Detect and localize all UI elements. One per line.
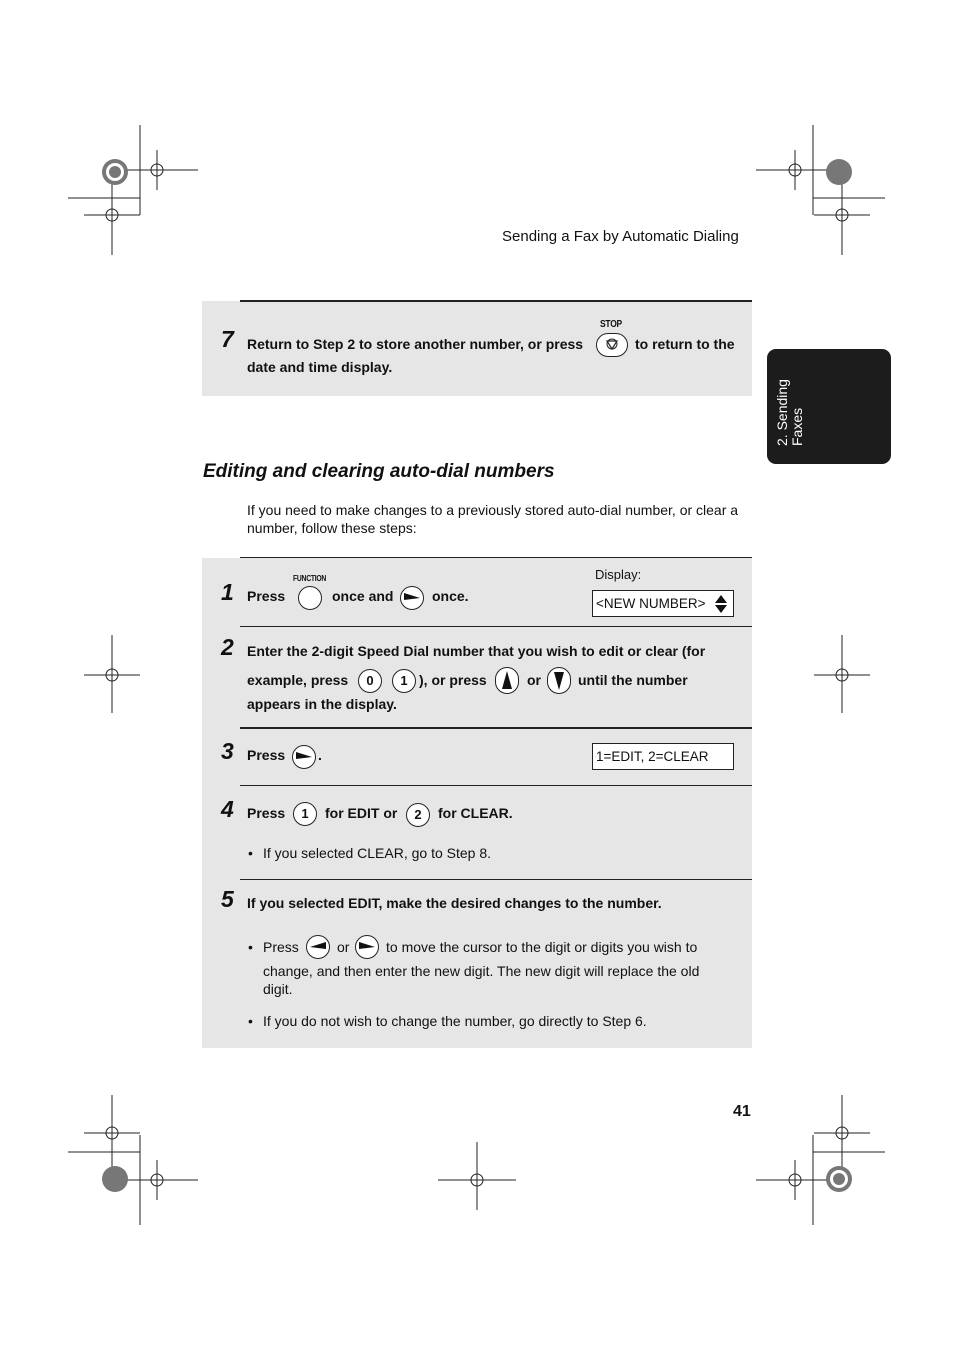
step-number: 3 bbox=[221, 738, 234, 764]
step7-text-b: to return to the bbox=[635, 336, 735, 352]
step-number: 2 bbox=[221, 634, 234, 660]
step-number: 1 bbox=[221, 579, 234, 605]
divider bbox=[240, 727, 752, 729]
lcd-text: <NEW NUMBER> bbox=[596, 596, 706, 611]
step5-line1: If you selected EDIT, make the desired changes to the number. bbox=[247, 895, 662, 911]
bullet-dot: • bbox=[248, 1013, 253, 1029]
divider bbox=[240, 300, 752, 302]
divider bbox=[240, 879, 752, 880]
step4-for-edit: for EDIT or bbox=[325, 805, 398, 821]
down-arrow-key-icon bbox=[547, 667, 571, 694]
lcd-display bbox=[592, 590, 734, 617]
step2-line2a: example, press bbox=[247, 672, 349, 688]
step2-line2d: until the number bbox=[578, 672, 688, 688]
stop-key-icon bbox=[596, 333, 628, 357]
right-arrow-key-icon bbox=[400, 586, 424, 610]
display-label: Display: bbox=[595, 567, 642, 582]
function-key-icon bbox=[298, 586, 322, 610]
function-label: FUNCTION bbox=[293, 574, 327, 583]
step3-press: Press bbox=[247, 747, 286, 763]
right-arrow-key-icon bbox=[355, 935, 379, 959]
step-number: 5 bbox=[221, 886, 234, 912]
step7-text-a: Return to Step 2 to store another number, or press bbox=[247, 336, 584, 352]
step5-b2: If you do not wish to change the number, go directly to Step 6. bbox=[263, 1013, 647, 1029]
section-heading: Editing and clearing auto-dial numbers bbox=[203, 461, 555, 482]
step3-period: . bbox=[318, 747, 322, 763]
digit-key-1: 1 bbox=[293, 802, 317, 826]
step2-or: or bbox=[527, 672, 541, 688]
divider bbox=[240, 626, 752, 627]
up-down-arrows-icon bbox=[713, 594, 729, 614]
step2-line2b: ), or press bbox=[419, 672, 487, 688]
step4-for-clear: for CLEAR. bbox=[438, 805, 513, 821]
step1-press: Press bbox=[247, 588, 286, 604]
step5-b1-or: or bbox=[337, 939, 350, 955]
step4-bullet: If you selected CLEAR, go to Step 8. bbox=[263, 845, 492, 861]
bullet-dot: • bbox=[248, 939, 253, 955]
step1-once: once. bbox=[432, 588, 469, 604]
right-arrow-key-icon bbox=[292, 745, 316, 769]
lcd-display: 1=EDIT, 2=CLEAR bbox=[592, 743, 734, 770]
step4-press: Press bbox=[247, 805, 286, 821]
step-number: 4 bbox=[221, 796, 234, 822]
digit-key-1: 1 bbox=[392, 669, 416, 693]
step7-text-c: date and time display. bbox=[247, 359, 393, 375]
bullet-dot: • bbox=[248, 845, 253, 861]
digit-key-2: 2 bbox=[406, 803, 430, 827]
step5-b1-line3: digit. bbox=[263, 981, 293, 997]
up-arrow-key-icon bbox=[495, 667, 519, 694]
step2-line1: Enter the 2-digit Speed Dial number that you wish to edit or clear (for bbox=[247, 643, 706, 659]
chapter-tab-label: 2. Sending Faxes bbox=[774, 379, 805, 446]
page-number: 41 bbox=[733, 1103, 751, 1120]
step5-b1-line2: change, and then enter the new digit. The new digit will replace the old bbox=[263, 963, 700, 979]
digit-key-0: 0 bbox=[358, 669, 382, 693]
step5-b1-press: Press bbox=[263, 939, 299, 955]
section-intro: If you need to make changes to a previously stored auto-dial number, or clear a number, follow these steps: bbox=[247, 502, 739, 536]
left-arrow-key-icon bbox=[306, 935, 330, 959]
step2-line3: appears in the display. bbox=[247, 696, 397, 712]
stop-label: STOP bbox=[600, 319, 622, 330]
step5-b1-rest: to move the cursor to the digit or digits you wish to bbox=[386, 939, 698, 955]
step1-once-and: once and bbox=[332, 588, 394, 604]
step-number: 7 bbox=[221, 326, 234, 352]
running-header: Sending a Fax by Automatic Dialing bbox=[502, 228, 739, 245]
divider bbox=[240, 785, 752, 786]
divider bbox=[240, 557, 752, 558]
